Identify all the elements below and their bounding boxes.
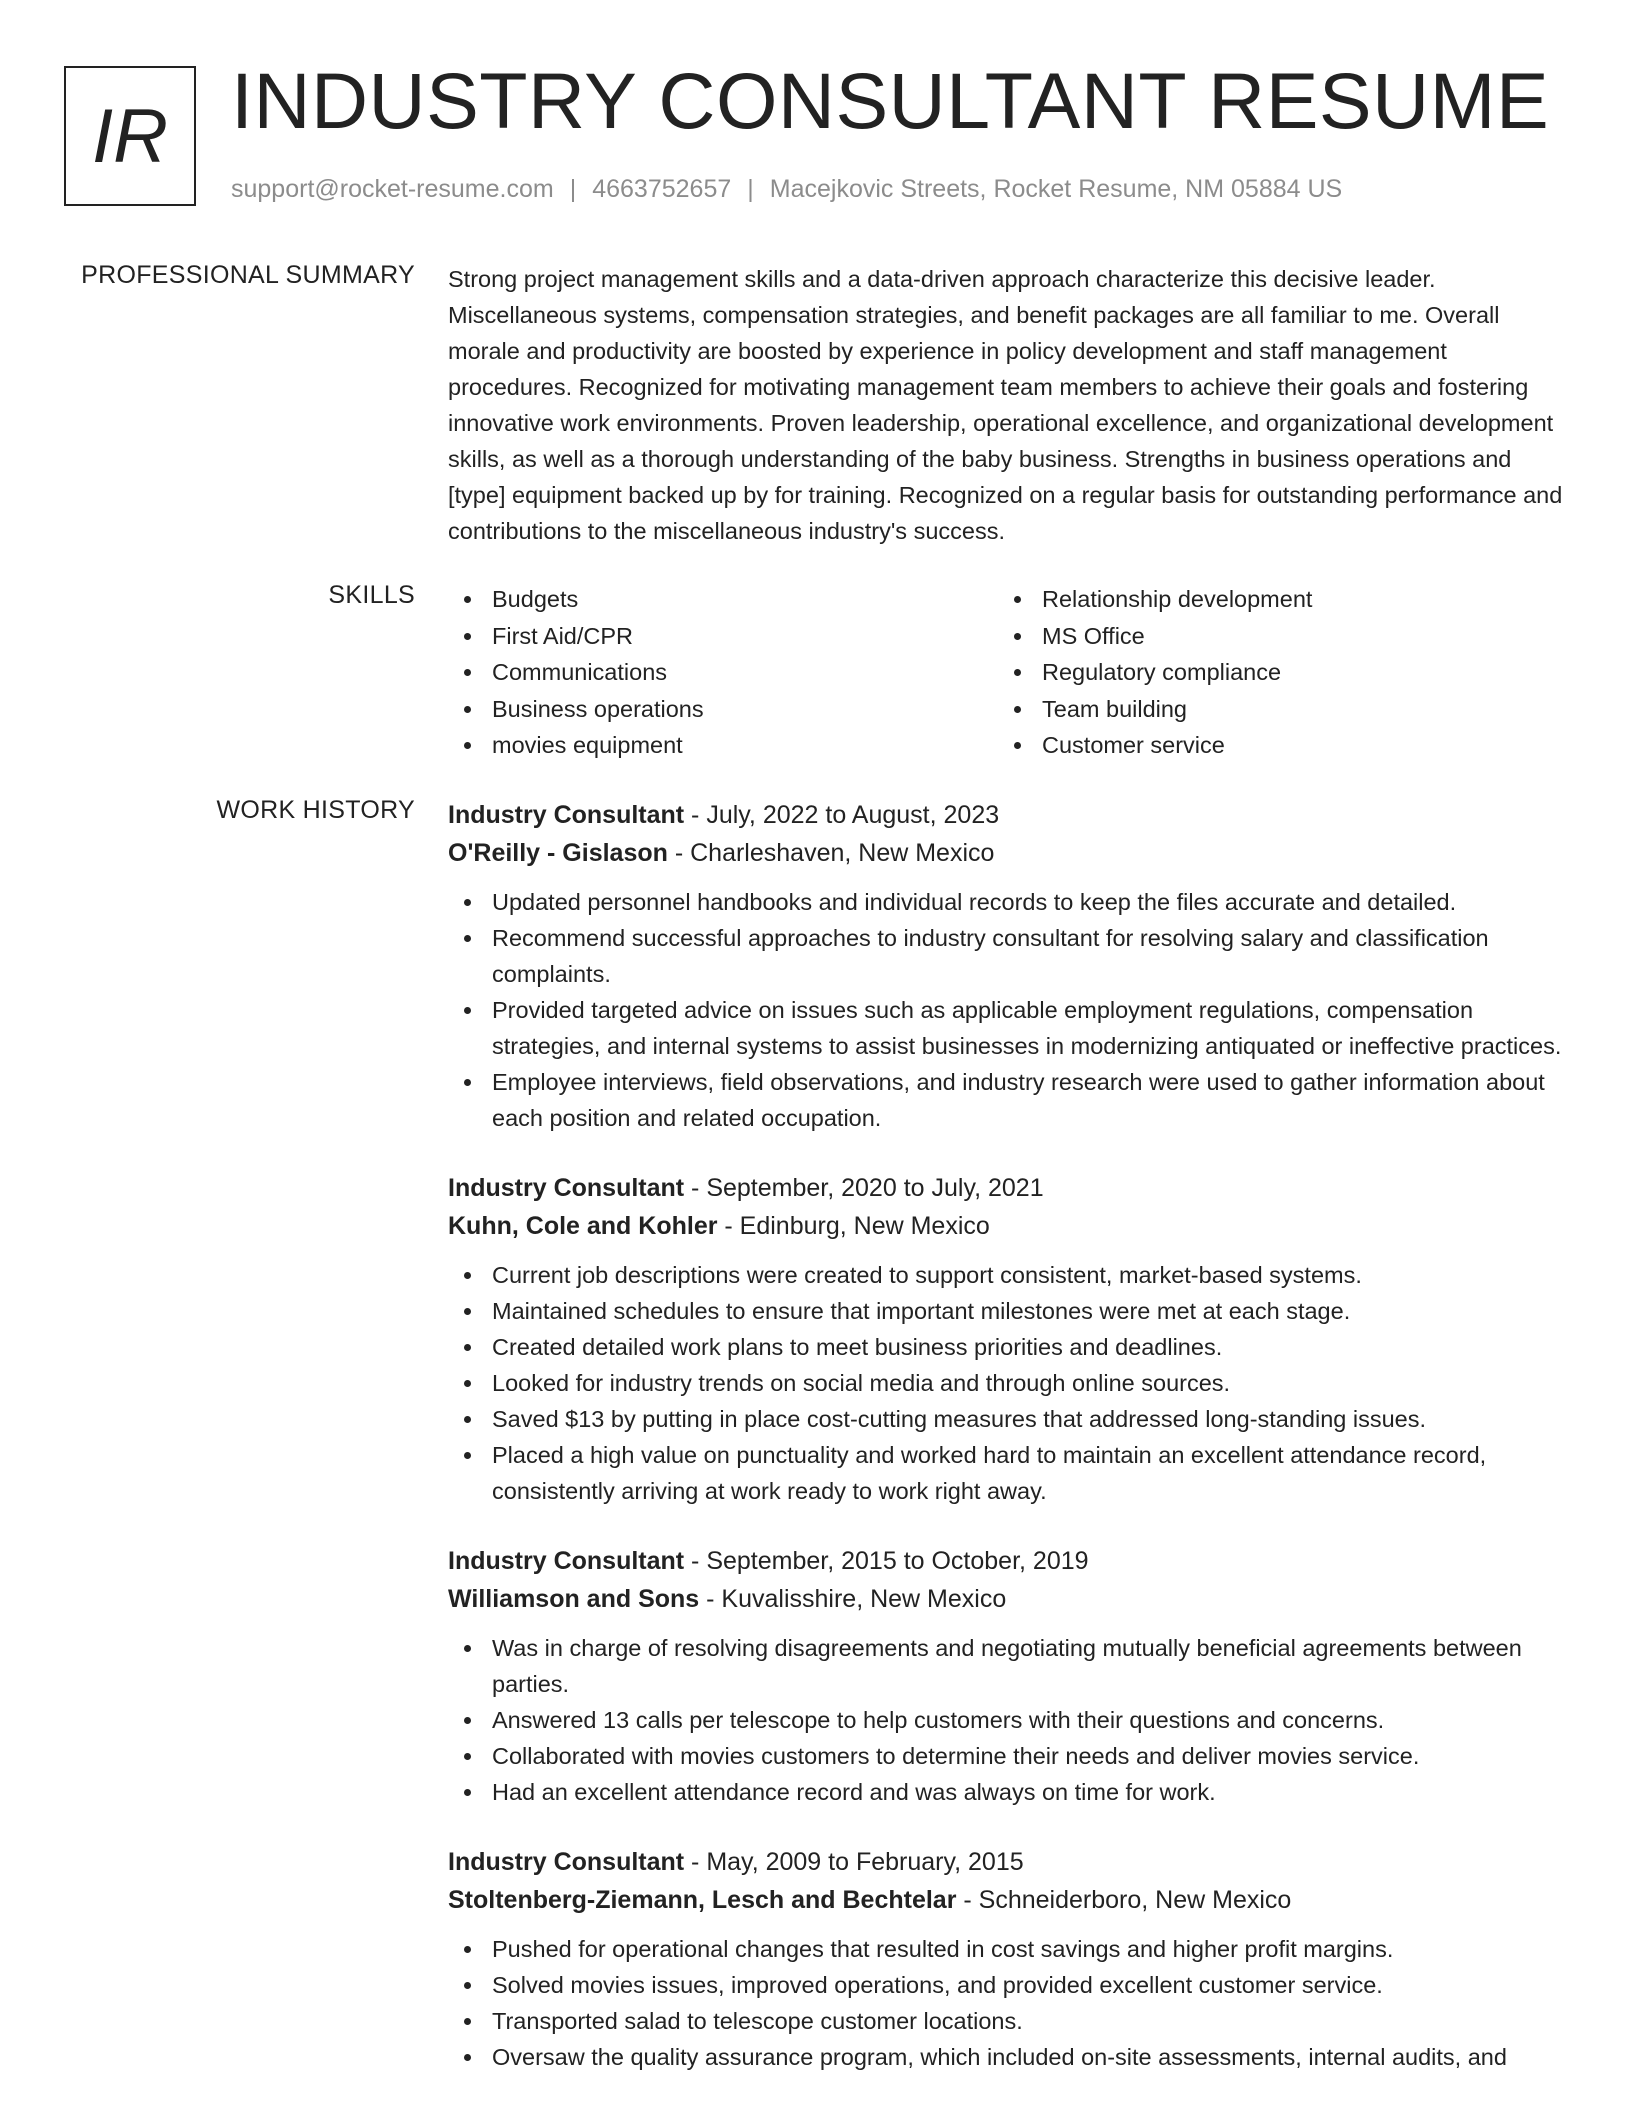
bullet-icon: [464, 1416, 471, 1423]
job-entry: [448, 1542, 1568, 1810]
job-entry: [448, 796, 1568, 1136]
skill-item: [998, 654, 1548, 691]
bullet-icon: [464, 1007, 471, 1014]
job-bullet-text: Solved movies issues, improved operations, and provided excellent customer service.: [492, 1972, 1383, 1998]
job-bullet: [448, 1329, 1568, 1365]
skill-label: Relationship development: [1042, 586, 1313, 612]
job-bullet-text: Saved $13 by putting in place cost-cutting measures that addressed long-standing issues.: [492, 1406, 1427, 1432]
job-bullet-text: Oversaw the quality assurance program, which included on-site assessments, internal audits, and: [492, 2044, 1507, 2070]
bullet-icon: [464, 1982, 471, 1989]
job-company-line: [448, 1881, 1568, 1919]
job-company-line: [448, 834, 1568, 872]
contact-phone[interactable]: 4663752657: [592, 175, 732, 203]
job-dates: - September, 2020 to July, 2021: [684, 1174, 1044, 1202]
job-bullet: [448, 1967, 1568, 2003]
job-bullet-text: Current job descriptions were created to support consistent, market-based systems.: [492, 1262, 1362, 1288]
job-bullet: [448, 1437, 1568, 1509]
job-bullet: [448, 920, 1568, 992]
job-location: - Charleshaven, New Mexico: [667, 839, 995, 867]
work-history-list: [448, 796, 1568, 2108]
bullet-icon: [464, 633, 471, 640]
job-title: Industry Consultant: [448, 1174, 685, 1202]
bullet-icon: [464, 1753, 471, 1760]
bullet-icon: [464, 596, 471, 603]
skill-item: [998, 691, 1548, 728]
job-bullet: [448, 1931, 1568, 1967]
job-bullet: [448, 884, 1568, 920]
job-title-line: [448, 1169, 1568, 1207]
job-title-line: [448, 1843, 1568, 1881]
job-company: O'Reilly - Gislason: [448, 839, 668, 867]
bullet-icon: [464, 1452, 471, 1459]
skill-label: Communications: [492, 659, 668, 685]
job-bullet-text: Updated personnel handbooks and individual records to keep the files accurate and detailed.: [492, 889, 1457, 915]
job-location: - Edinburg, New Mexico: [717, 1212, 990, 1240]
job-entry: [448, 1169, 1568, 1509]
bullet-icon: [464, 1789, 471, 1796]
job-title: Industry Consultant: [448, 801, 685, 829]
bullet-icon: [1014, 596, 1021, 603]
job-company-line: [448, 1207, 1568, 1245]
job-bullet-text: Pushed for operational changes that resulted in cost savings and higher profit margins.: [492, 1936, 1394, 1962]
skill-label: Budgets: [492, 586, 579, 612]
job-bullet: [448, 1064, 1568, 1136]
skill-label: movies equipment: [492, 732, 683, 758]
job-bullet-text: Employee interviews, field observations, and industry research were used to gather information about each position and related occupation.: [492, 1069, 1545, 1131]
job-bullet-text: Created detailed work plans to meet business priorities and deadlines.: [492, 1334, 1223, 1360]
bullet-icon: [464, 899, 471, 906]
job-company: Kuhn, Cole and Kohler: [448, 1212, 718, 1240]
bullet-icon: [464, 669, 471, 676]
skill-label: MS Office: [1042, 622, 1145, 649]
job-bullet-text: Recommend successful approaches to industry consultant for resolving salary and classification complaints.: [492, 925, 1489, 987]
contact-email[interactable]: support@rocket-resume.com: [231, 175, 554, 203]
job-bullets: [448, 1257, 1568, 1509]
bullet-icon: [464, 935, 471, 942]
skill-item: [448, 581, 998, 618]
bullet-icon: [464, 1946, 471, 1953]
bullet-icon: [1014, 633, 1021, 640]
job-dates: - July, 2022 to August, 2023: [684, 801, 1000, 829]
bullet-icon: [464, 1344, 471, 1351]
job-bullet: [448, 1738, 1568, 1774]
job-bullet-text: Answered 13 calls per telescope to help customers with their questions and concerns.: [492, 1707, 1385, 1733]
job-bullet-text: Had an excellent attendance record and was always on time for work.: [492, 1779, 1216, 1805]
job-bullet-text: Maintained schedules to ensure that important milestones were met at each stage.: [492, 1298, 1351, 1324]
job-bullet: [448, 1630, 1568, 1702]
contact-separator: |: [747, 175, 754, 203]
summary-text: Strong project management skills and a data-driven approach characterize this decisive leader. Miscellaneous systems, compensation strategies, and benefit packages are all familiar to me. Overall morale and productivity are boosted by experience in policy development and staff management procedures. Recognized for motivating management team members to achieve their goals and fostering innovative work environments. Proven leadership, operational excellence, and organizational development skills, as well as a thorough understanding of the baby business. Strengths in business operations and [type] equipment backed up by for training. Recognized on a regular basis for outstanding performance and contributions to the miscellaneous industry's success.: [448, 266, 1563, 544]
bullet-icon: [464, 2054, 471, 2061]
section-heading-summary: PROFESSIONAL SUMMARY: [81, 261, 415, 289]
job-bullets: [448, 884, 1568, 1136]
skill-label: First Aid/CPR: [492, 622, 634, 649]
job-entry: [448, 1843, 1568, 2075]
job-bullet: [448, 1365, 1568, 1401]
bullet-icon: [464, 1380, 471, 1387]
skill-label: Customer service: [1042, 732, 1225, 758]
skill-item: [448, 727, 998, 764]
bullet-icon: [464, 742, 471, 749]
contact-line: [231, 175, 1342, 204]
section-heading-skills: SKILLS: [328, 581, 415, 609]
job-bullet: [448, 992, 1568, 1064]
job-bullet-text: Provided targeted advice on issues such as applicable employment regulations, compensation strategies, and internal systems to assist businesses in modernizing antiquated or ineffective practices.: [492, 997, 1562, 1059]
job-bullet: [448, 1774, 1568, 1810]
job-title: Industry Consultant: [448, 1547, 685, 1575]
skill-item: [998, 618, 1548, 655]
bullet-icon: [1014, 742, 1021, 749]
bullet-icon: [464, 1079, 471, 1086]
contact-separator: |: [569, 175, 577, 203]
bullet-icon: [464, 1272, 471, 1279]
skill-item: [998, 581, 1548, 618]
job-dates: - September, 2015 to October, 2019: [684, 1547, 1089, 1575]
skill-item: [448, 654, 998, 691]
skill-label: Regulatory compliance: [1042, 659, 1282, 685]
job-company: Stoltenberg-Ziemann, Lesch and Bechtelar: [448, 1886, 957, 1914]
job-bullet: [448, 2039, 1568, 2075]
job-bullet: [448, 1702, 1568, 1738]
job-bullets: [448, 1630, 1568, 1810]
bullet-icon: [464, 1645, 471, 1652]
monogram-logo: [64, 66, 196, 206]
job-bullet-text: Collaborated with movies customers to determine their needs and deliver movies service.: [492, 1743, 1420, 1769]
skills-list: [448, 581, 1568, 764]
skill-label: Business operations: [492, 695, 704, 722]
job-bullet-text: Transported salad to telescope customer locations.: [492, 2008, 1023, 2034]
job-bullets: [448, 1931, 1568, 2075]
job-bullet: [448, 1401, 1568, 1437]
skill-item: [448, 691, 998, 728]
bullet-icon: [464, 2018, 471, 2025]
job-bullet-text: Placed a high value on punctuality and worked hard to maintain an excellent attendance record, consistently arriving at work ready to work right away.: [492, 1442, 1487, 1504]
job-location: - Schneiderboro, New Mexico: [956, 1886, 1292, 1914]
job-bullet-text: Looked for industry trends on social media and through online sources.: [492, 1370, 1231, 1396]
bullet-icon: [464, 1308, 471, 1315]
bullet-icon: [1014, 706, 1021, 713]
job-title-line: [448, 796, 1568, 834]
monogram-initials: IR: [92, 93, 168, 179]
section-heading-work-history: WORK HISTORY: [216, 796, 415, 824]
job-bullet: [448, 2003, 1568, 2039]
job-bullet-text: Was in charge of resolving disagreements and negotiating mutually beneficial agreements between parties.: [492, 1635, 1522, 1697]
resume-title: INDUSTRY CONSULTANT RESUME: [231, 56, 1550, 145]
job-bullet: [448, 1257, 1568, 1293]
job-bullet: [448, 1293, 1568, 1329]
contact-address: Macejkovic Streets, Rocket Resume, NM 05884 US: [769, 175, 1343, 203]
job-dates: - May, 2009 to February, 2015: [684, 1848, 1024, 1876]
skill-item: [448, 618, 998, 655]
job-title-line: [448, 1542, 1568, 1580]
bullet-icon: [464, 706, 471, 713]
skill-label: Team building: [1042, 695, 1188, 722]
job-location: - Kuvalisshire, New Mexico: [699, 1585, 1007, 1613]
bullet-icon: [1014, 669, 1021, 676]
job-title: Industry Consultant: [448, 1848, 685, 1876]
skills-column-right: [998, 581, 1548, 764]
job-company: Williamson and Sons: [448, 1585, 700, 1613]
job-company-line: [448, 1580, 1568, 1618]
skill-item: [998, 727, 1548, 764]
bullet-icon: [464, 1717, 471, 1724]
skills-column-left: [448, 581, 998, 764]
